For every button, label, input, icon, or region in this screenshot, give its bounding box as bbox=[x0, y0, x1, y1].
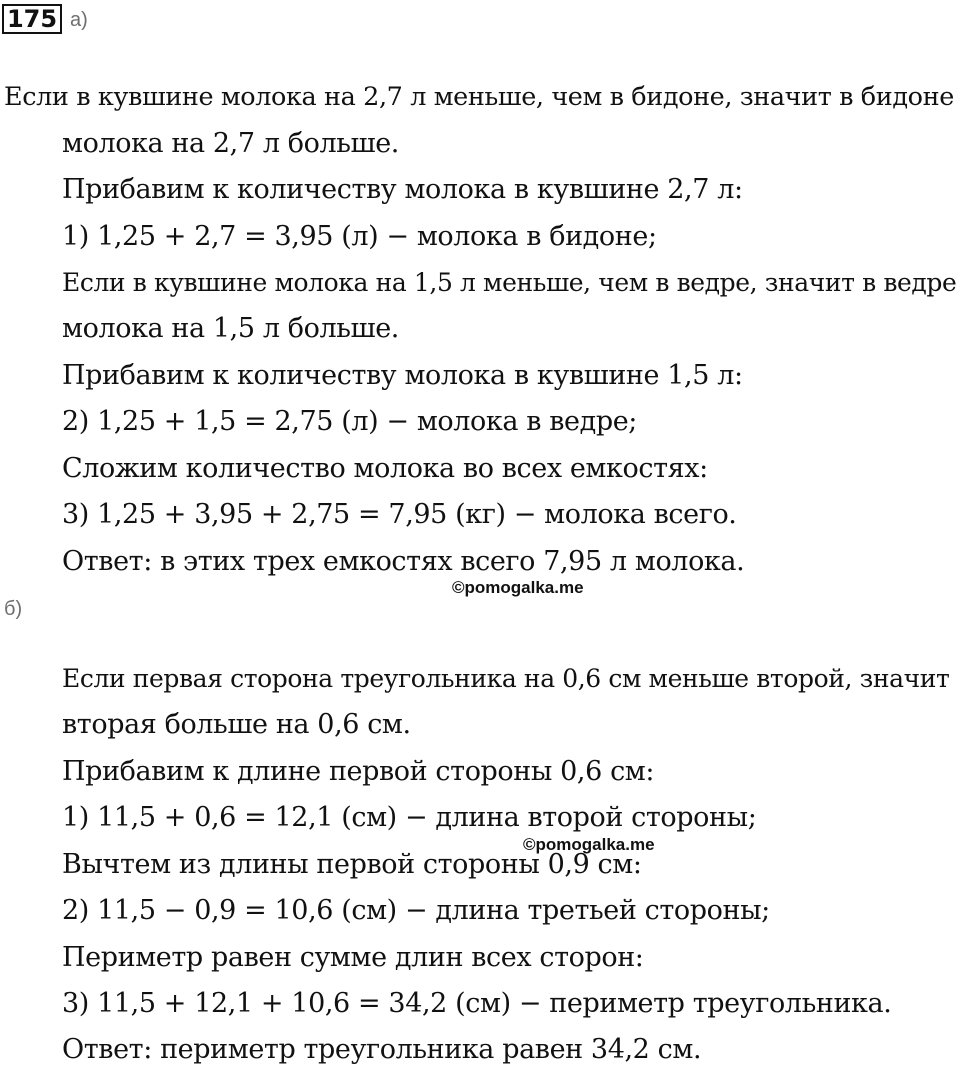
part-b-line-5: Вычтем из длины первой стороны 0,9 см: bbox=[62, 849, 642, 880]
part-b-line-6: 2) 11,5 − 0,9 = 10,6 (см) − длина третьей стороны; bbox=[62, 895, 770, 926]
problem-number-box: 175 bbox=[2, 4, 62, 34]
part-a-label: а) bbox=[70, 9, 88, 31]
part-a-line-6: молока на 1,5 л больше. bbox=[62, 313, 399, 344]
part-a-line-1: Если в кувшине молока на 2,7 л меньше, чем в бидоне, значит в бидоне bbox=[4, 82, 954, 112]
part-a-line-9: Сложим количество молока во всех емкостях: bbox=[62, 453, 708, 484]
part-b-label: б) bbox=[4, 598, 23, 620]
part-a-line-2: молока на 2,7 л больше. bbox=[62, 128, 399, 159]
watermark: ©pomogalka.me bbox=[452, 578, 584, 597]
part-b-line-2: вторая больше на 0,6 см. bbox=[62, 709, 411, 740]
part-b-line-8: 3) 11,5 + 12,1 + 10,6 = 34,2 (см) − периметр треугольника. bbox=[62, 988, 892, 1019]
part-b-line-7: Периметр равен сумме длин всех сторон: bbox=[62, 942, 644, 973]
part-b-line-3: Прибавим к длине первой стороны 0,6 см: bbox=[62, 756, 655, 787]
part-a-line-7: Прибавим к количеству молока в кувшине 1,5 л: bbox=[62, 360, 743, 391]
part-a-line-5: Если в кувшине молока на 1,5 л меньше, чем в ведре, значит в ведре bbox=[62, 268, 957, 297]
part-a-line-8: 2) 1,25 + 1,5 = 2,75 (л) − молока в ведре; bbox=[62, 406, 637, 437]
watermark: ©pomogalka.me bbox=[523, 835, 655, 854]
part-b-line-1: Если первая сторона треугольника на 0,6 см меньше второй, значит bbox=[62, 664, 950, 693]
part-a-line-4: 1) 1,25 + 2,7 = 3,95 (л) − молока в бидоне; bbox=[62, 221, 657, 252]
part-a-line-11: Ответ: в этих трех емкостях всего 7,95 л молока. bbox=[62, 546, 745, 577]
part-b-line-4: 1) 11,5 + 0,6 = 12,1 (см) − длина второй стороны; bbox=[62, 802, 757, 833]
part-b-line-9: Ответ: периметр треугольника равен 34,2 см. bbox=[62, 1034, 702, 1065]
part-a-line-10: 3) 1,25 + 3,95 + 2,75 = 7,95 (кг) − молока всего. bbox=[62, 499, 737, 530]
part-a-line-3: Прибавим к количеству молока в кувшине 2,7 л: bbox=[62, 174, 743, 205]
